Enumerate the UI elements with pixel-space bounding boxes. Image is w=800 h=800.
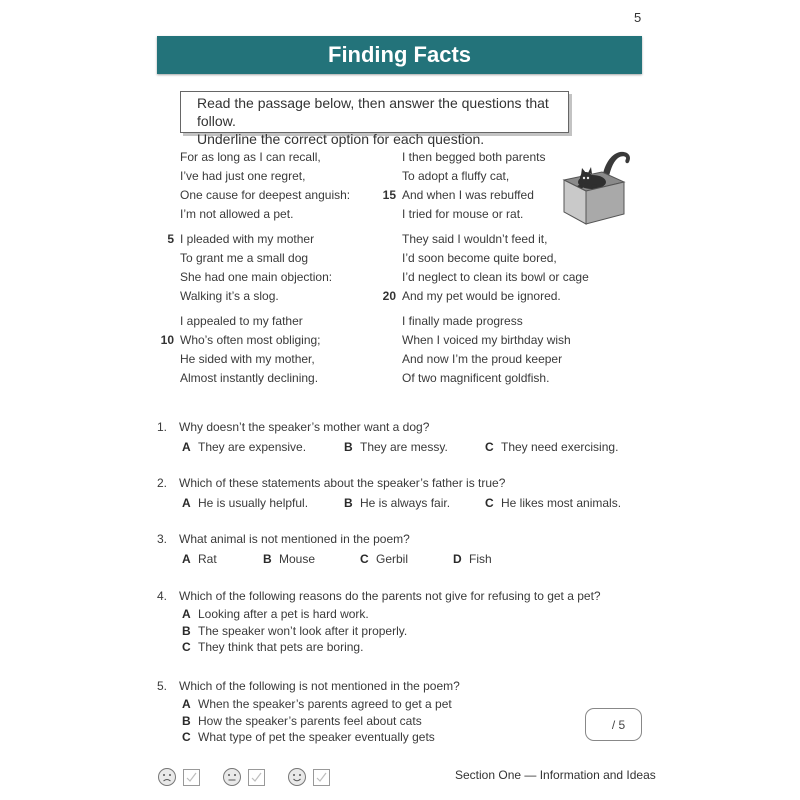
poem-line <box>180 148 350 167</box>
question-number: 3. <box>157 532 168 546</box>
answer-option[interactable] <box>182 639 642 656</box>
option-text: Looking after a pet is hard work. <box>198 607 369 621</box>
instructions-box <box>180 91 569 147</box>
line-number: 20 <box>382 289 396 303</box>
instructions-line-1: Read the passage below, then answer the questions that follow. <box>197 95 549 129</box>
poem-line <box>160 331 350 350</box>
option-text: They are messy. <box>360 440 448 454</box>
poem-line-text: I’d soon become quite bored, <box>402 251 557 265</box>
question-5 <box>157 676 577 746</box>
poem-line-text: I’m not allowed a pet. <box>180 207 294 221</box>
poem-line <box>167 230 350 249</box>
option-text: What type of pet the speaker eventually gets <box>198 730 435 744</box>
option-letter: A <box>182 552 191 566</box>
poem-line <box>180 167 350 186</box>
answer-option[interactable] <box>182 729 577 746</box>
poem-line <box>402 249 589 268</box>
question-text: What animal is not mentioned in the poem? <box>179 532 410 546</box>
self-assessment <box>157 767 344 787</box>
question-text: Which of the following reasons do the parents not give for refusing to get a pet? <box>179 589 601 603</box>
happy-face-icon <box>287 767 307 787</box>
checkbox-icon[interactable] <box>248 769 265 786</box>
poem-line <box>180 369 350 388</box>
poem-line <box>180 249 350 268</box>
answer-option[interactable] <box>485 438 618 456</box>
poem-line <box>402 350 589 369</box>
question-number: 5. <box>157 679 168 693</box>
answer-option[interactable] <box>182 438 306 456</box>
answer-option[interactable] <box>263 550 315 568</box>
answer-option[interactable] <box>485 494 621 512</box>
line-number: 5 <box>167 232 174 246</box>
question-number: 1. <box>157 420 168 434</box>
line-number: 10 <box>160 333 174 347</box>
poem-line-text: And now I’m the proud keeper <box>402 352 563 366</box>
question-4 <box>157 586 642 656</box>
option-letter: C <box>360 552 369 566</box>
answer-option[interactable] <box>344 494 450 512</box>
poem-line-text: They said I wouldn’t feed it, <box>402 232 548 246</box>
option-letter: D <box>453 552 462 566</box>
poem-line-text: For as long as I can recall, <box>180 150 321 164</box>
option-letter: B <box>344 496 353 510</box>
poem-line-text: I pleaded with my mother <box>180 232 315 246</box>
score-box[interactable] <box>585 708 642 741</box>
option-letter: C <box>182 730 191 744</box>
option-letter: A <box>182 496 191 510</box>
answer-option[interactable] <box>182 494 308 512</box>
cat-in-box-icon <box>558 148 634 228</box>
option-text: They are expensive. <box>198 440 307 454</box>
poem-line-text: I’ve had just one regret, <box>180 169 306 183</box>
option-letter: B <box>182 623 191 638</box>
poem-line <box>402 369 589 388</box>
poem-line-text: And when I was rebuffed <box>402 188 534 202</box>
page-number: 5 <box>634 10 642 25</box>
checkbox-icon[interactable] <box>183 769 200 786</box>
option-text: When the speaker’s parents agreed to get a pet <box>198 697 452 711</box>
section-footer: Section One — Information and Ideas <box>455 768 656 782</box>
question-2 <box>157 473 642 512</box>
poem-line <box>180 350 350 369</box>
option-text: He likes most animals. <box>501 496 622 510</box>
poem-line-text: To grant me a small dog <box>180 251 309 265</box>
poem-stanza <box>382 230 589 306</box>
option-text: He is always fair. <box>360 496 451 510</box>
poem-line <box>180 268 350 287</box>
poem-line-text: Of two magnificent goldfish. <box>402 371 550 385</box>
poem-line <box>402 331 589 350</box>
poem-line-text: Who’s often most obliging; <box>180 333 321 347</box>
answer-option[interactable] <box>182 606 642 623</box>
answer-option[interactable] <box>182 696 577 713</box>
poem-stanza <box>402 312 589 388</box>
page-title: Finding Facts <box>157 36 642 74</box>
option-letter: A <box>182 607 191 621</box>
poem-line-text: I appealed to my father <box>180 314 303 328</box>
poem-line <box>382 287 589 306</box>
poem-stanza <box>160 312 350 388</box>
option-letter: B <box>263 552 272 566</box>
poem-line-text: Almost instantly declining. <box>180 371 319 385</box>
poem-line-text: I then begged both parents <box>402 150 546 164</box>
poem-line-text: And my pet would be ignored. <box>402 289 561 303</box>
neutral-face-icon <box>222 767 242 787</box>
answer-option[interactable] <box>360 550 408 568</box>
poem-line <box>180 205 350 224</box>
question-number: 2. <box>157 476 168 490</box>
poem-line <box>402 312 589 331</box>
self-assessment-sad[interactable] <box>157 767 200 787</box>
option-letter: C <box>485 496 494 510</box>
poem-line-text: He sided with my mother, <box>180 352 315 366</box>
poem-left-column <box>160 148 351 394</box>
self-assessment-happy[interactable] <box>287 767 330 787</box>
question-text: Which of the following is not mentioned in the poem? <box>179 679 460 693</box>
option-letter: B <box>344 440 353 454</box>
option-text: The speaker won’t look after it properly. <box>198 623 408 638</box>
question-text: Which of these statements about the speaker’s father is true? <box>179 476 506 490</box>
question-3 <box>157 529 642 568</box>
option-letter: A <box>182 697 191 711</box>
poem-line <box>180 186 350 205</box>
answer-option[interactable] <box>182 550 217 568</box>
question-1 <box>157 417 642 456</box>
answer-option[interactable] <box>182 623 642 640</box>
poem-line-text: She had one main objection: <box>180 270 333 284</box>
poem-line <box>180 312 350 331</box>
option-text: Fish <box>469 552 492 566</box>
option-text: Rat <box>198 552 217 566</box>
option-text: They need exercising. <box>501 440 619 454</box>
poem-line-text: Walking it’s a slog. <box>180 289 279 303</box>
poem-line-text: I finally made progress <box>402 314 523 328</box>
answer-option[interactable] <box>453 550 492 568</box>
option-letter: B <box>182 713 191 728</box>
answer-option[interactable] <box>182 713 577 730</box>
line-number: 15 <box>382 188 396 202</box>
instructions-line-2: Underline the correct option for each question. <box>197 131 485 147</box>
poem-line-text: I tried for mouse or rat. <box>402 207 524 221</box>
poem-line-text: When I voiced my birthday wish <box>402 333 571 347</box>
poem-line-text: One cause for deepest anguish: <box>180 188 351 202</box>
answer-option[interactable] <box>344 438 448 456</box>
poem-stanza <box>167 230 350 306</box>
option-text: They think that pets are boring. <box>198 640 364 654</box>
poem-line <box>402 230 589 249</box>
sad-face-icon <box>157 767 177 787</box>
option-letter: C <box>182 640 191 654</box>
self-assessment-neutral[interactable] <box>222 767 265 787</box>
poem-stanza <box>180 148 350 224</box>
option-text: Gerbil <box>376 552 409 566</box>
poem-line <box>180 287 350 306</box>
poem-line-text: To adopt a fluffy cat, <box>402 169 510 183</box>
checkbox-icon[interactable] <box>313 769 330 786</box>
option-letter: A <box>182 440 191 454</box>
option-text: He is usually helpful. <box>198 496 309 510</box>
poem-line-text: I’d neglect to clean its bowl or cage <box>402 270 589 284</box>
question-number: 4. <box>157 589 168 603</box>
question-text: Why doesn’t the speaker’s mother want a dog? <box>179 420 430 434</box>
option-text: How the speaker’s parents feel about cats <box>198 713 422 728</box>
poem-line <box>402 268 589 287</box>
option-letter: C <box>485 440 494 454</box>
option-text: Mouse <box>279 552 316 566</box>
score-label: / 5 <box>611 717 626 732</box>
